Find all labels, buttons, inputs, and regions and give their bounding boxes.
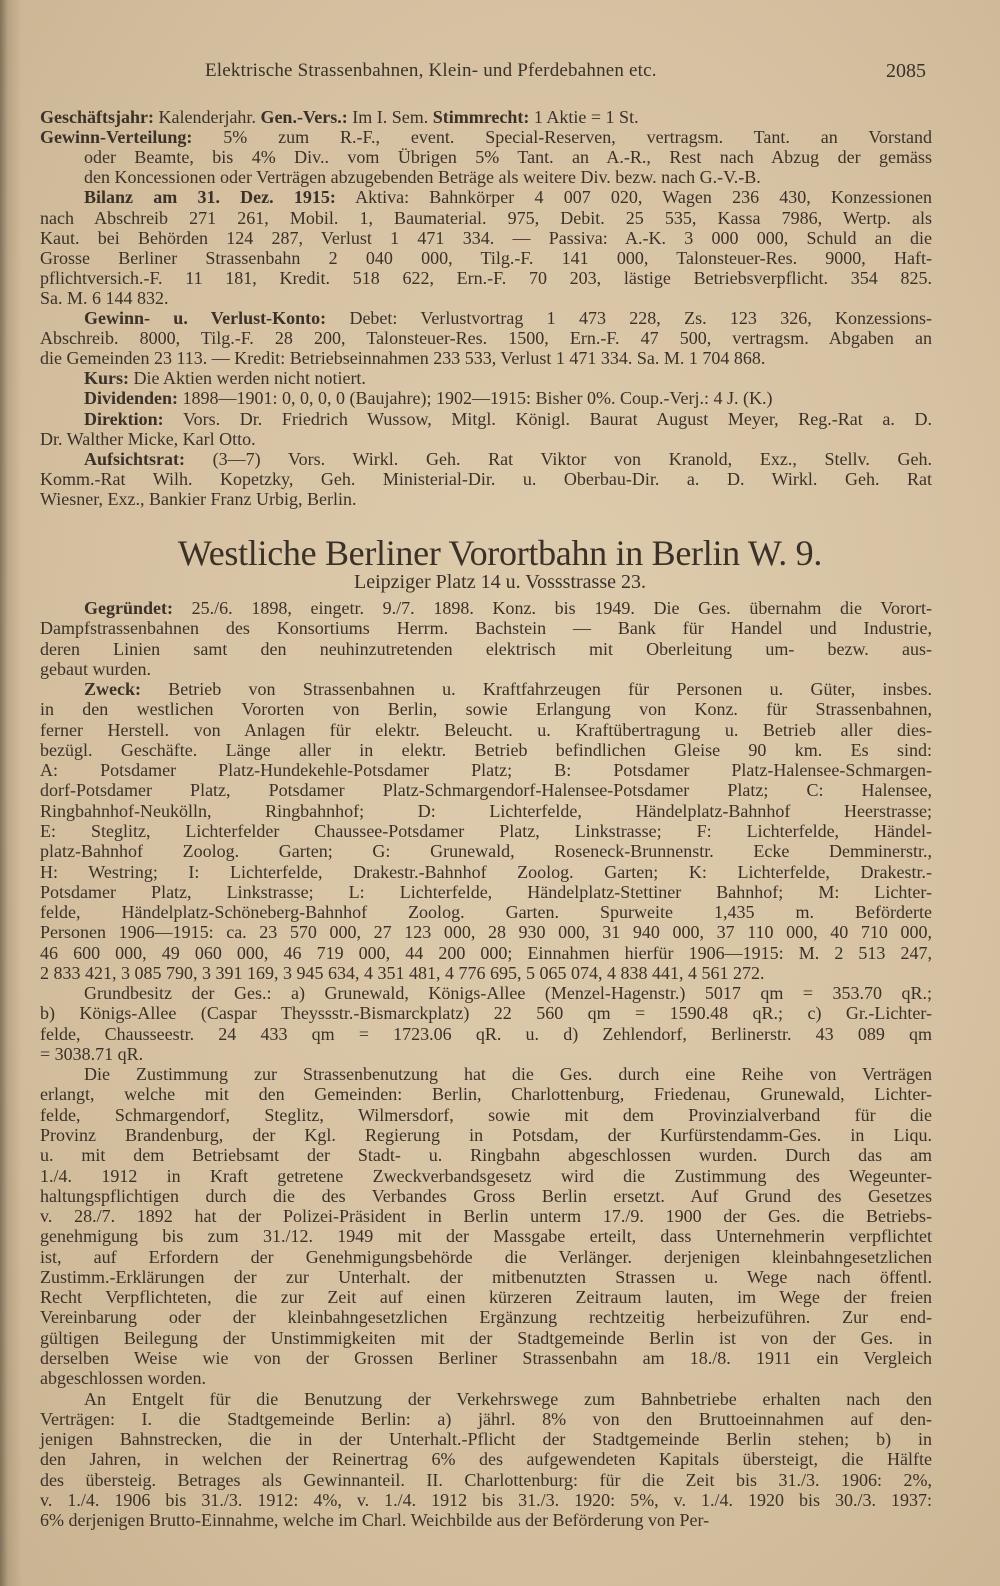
text-line: pflichtversich.-F. 11 181, Kredit. 518 622, Ern.-F. 70 203, lästige Betriebsverpflicht. 354 825.: [40, 267, 932, 288]
text-line: Kaut. bei Behörden 124 287, Verlust 1 471 334. — Passiva: A.-K. 3 000 000, Schuld an die: [40, 227, 932, 248]
text-line: platz-Bahnhof Zoolog. Garten; G: Grunewald, Roseneck-Brunnenstr. Ecke Demminerstr.,: [40, 841, 932, 862]
entry-label: Stimmrecht:: [432, 107, 530, 127]
entry-label: Bilanz am 31. Dez. 1915:: [84, 187, 336, 208]
text-line: Zustimm.-Erklärungen der zur Unterhalt. der mitbenutzten Strassen u. Wege nach öffentl.: [40, 1266, 932, 1287]
text-line: Potsdamer Platz, Linkstrasse; L: Lichterfelde, Händelplatz-Stettiner Bahnhof; M: Lichter-: [40, 881, 932, 902]
text-line: genehmigung bis zum 31./12. 1949 mit der Massgabe erteilt, dass Unternehmerin verpflichtet: [40, 1226, 932, 1247]
text-line: Abschreib. 8000, Tilg.-F. 28 200, Talonsteuer-Res. 1500, Ern.-F. 47 500, vertragsm. Abgaben an: [40, 328, 932, 349]
text-line: erlangt, welche mit den Gemeinden: Berlin, Charlottenburg, Friedenau, Grunewald, Lichter-: [40, 1084, 932, 1105]
text-line: Die Zustimmung zur Strassenbenutzung hat die Ges. durch eine Reihe von Verträgen: [84, 1064, 932, 1085]
text-line: felde, Schmargendorf, Steglitz, Wilmersdorf, sowie mit dem Provinzialverband für die: [40, 1104, 932, 1125]
text-line: = 3038.71 qR.: [40, 1043, 144, 1064]
text-line: jenigen Bahnstrecken, die in der Unterhalt.-Pflicht der Stadtgemeinde Berlin stehen; b) in: [40, 1429, 932, 1450]
text-line: abgeschlossen worden.: [40, 1368, 206, 1389]
text-line: Personen 1906—1915: ca. 23 570 000, 27 123 000, 28 930 000, 31 940 000, 37 110 000, 40 710 000,: [40, 922, 932, 943]
text-line: Dampfstrassenbahnen des Konsortiums Herrm. Bachstein — Bank für Handel und Industrie,: [40, 618, 932, 639]
text-line: des übersteig. Betrages als Gewinnanteil. II. Charlottenburg: für die Zeit bis 31./3. 1906: 2%,: [40, 1469, 932, 1490]
text-line: Wiesner, Exz., Bankier Franz Urbig, Berlin.: [40, 488, 357, 509]
text-line: b) Königs-Allee (Caspar Theyssstr.-Bismarckplatz) 22 560 qm = 1590.48 qR.; c) Gr.-Lichter-: [40, 1003, 932, 1024]
text-line: Gegründet: 25./6. 1898, eingetr. 9./7. 1898. Konz. bis 1949. Die Ges. übernahm die Vorort-: [84, 598, 932, 618]
text-line: Kurs: Die Aktien werden nicht notiert.: [84, 368, 366, 389]
text-line: Grundbesitz der Ges.: a) Grunewald, Königs-Allee (Menzel-Hagenstr.) 5017 qm = 353.70 qR.;: [84, 983, 932, 1004]
entry-label: Zweck:: [84, 679, 141, 700]
company-address: Leipziger Platz 14 u. Vossstrasse 23.: [353, 571, 646, 593]
page-number: 2085: [886, 60, 926, 82]
entry-label: Geschäftsjahr:: [40, 107, 154, 127]
text-line: u. mit dem Betriebsamt der Stadt- u. Ringbahn abgeschlossen wurden. Durch das am: [40, 1145, 932, 1166]
text-line: oder Beamte, bis 4% Div.. vom Übrigen 5% Tant. an A.-R., Rest nach Abzug der gemäss: [84, 147, 932, 168]
text-line: dorf-Potsdamer Platz, Potsdamer Platz-Schmargendorf-Halensee-Potsdamer Platz; C: Halensee,: [40, 780, 932, 801]
text-line: v. 1./4. 1906 bis 31./3. 1912: 4%, v. 1./4. 1912 bis 31./3. 1920: 5%, v. 1./4. 1920 bis 30./3. 1937:: [40, 1489, 932, 1510]
entry-label: Gewinn-Verteilung:: [40, 127, 193, 148]
text-line: gebaut wurden.: [40, 658, 151, 679]
company-title: Westliche Berliner Vorortbahn in Berlin W. 9.: [177, 533, 823, 573]
text-line: Sa. M. 6 144 832.: [40, 287, 169, 308]
text-line: Ringbahnhof-Neukölln, Ringbahnhof; D: Lichterfelde, Händelplatz-Bahnhof Heerstrasse;: [40, 800, 932, 821]
text-line: E: Steglitz, Lichterfelder Chaussee-Potsdamer Platz, Linkstrasse; F: Lichterfelde, Händel-: [40, 820, 932, 841]
text-line: derselben Weise wie von der Grossen Berliner Strassenbahn am 18./8. 1911 ein Vergleich: [40, 1347, 932, 1368]
running-header: Elektrische Strassenbahnen, Klein- und Pferdebahnen etc.: [205, 60, 657, 81]
text-line: Grosse Berliner Strassenbahn 2 040 000, Tilg.-F. 141 000, Talonsteuer-Res. 9000, Haft-: [40, 247, 932, 268]
text-line: haltungspflichtigen durch die des Verbandes Gross Berlin ersetzt. Auf Grund des Gesetzes: [40, 1185, 932, 1206]
text-line: 1./4. 1912 in Kraft getretene Zweckverbandsgesetz wird die Zustimmung des Wegeunter-: [40, 1165, 932, 1186]
text-line: die Gemeinden 23 113. — Kredit: Betriebseinnahmen 233 533, Verlust 1 471 334. Sa. M. 1 704 868.: [40, 348, 766, 369]
text-line: den Jahren, in welchen der Reinertrag 6% des aufgewendeten Kapitals übersteigt, die Hälfte: [40, 1449, 932, 1470]
text-line: nach Abschreib 271 261, Mobil. 1, Baumaterial. 975, Debit. 25 535, Kassa 7986, Wertp. als: [40, 207, 932, 228]
text-line: A: Potsdamer Platz-Hundekehle-Potsdamer Platz; B: Potsdamer Platz-Halensee-Schmargen-: [40, 760, 932, 781]
text-line: Bilanz am 31. Dez. 1915: Aktiva: Bahnkörper 4 007 020, Wagen 236 430, Konzessionen: [84, 187, 932, 208]
text-line: Vereinbarung oder der kleinbahngesetzlichen Ergänzung rechtzeitig herbeizuführen. Zur end-: [40, 1307, 932, 1328]
text-line: 6% derjenigen Brutto-Einnahme, welche im Charl. Weichbilde aus der Beförderung von Per-: [40, 1510, 710, 1531]
text-line: Aufsichtsrat: (3—7) Vors. Wirkl. Geh. Rat Viktor von Kranold, Exz., Stellv. Geh.: [84, 448, 932, 469]
text-line: Zweck: Betrieb von Strassenbahnen u. Kraftfahrzeugen für Personen u. Güter, insbes.: [84, 679, 932, 700]
text-line: den Koncessionen oder Verträgen abzugebenden Beträge als weitere Div. bezw. nach G.-V.-B.: [84, 167, 761, 188]
entry-label: Kurs:: [84, 368, 129, 389]
text-line: Geschäftsjahr: Kalenderjahr. Gen.-Vers.: Im I. Sem. Stimmrecht: 1 Aktie = 1 St.: [40, 107, 639, 127]
entry-label: Aufsichtsrat:: [84, 448, 185, 469]
entry-label: Gewinn- u. Verlust-Konto:: [84, 308, 327, 328]
text-line: 46 600 000, 49 060 000, 46 719 000, 44 200 000; Einnahmen hierfür 1906—1915: M. 2 513 247,: [40, 942, 932, 963]
text-line: ist, auf Erfordern der Genehmigungsbehörde die Verlänger. derjenigen kleinbahngesetzlichen: [40, 1246, 932, 1267]
text-line: Gewinn-Verteilung: 5% zum R.-F., event. Special-Reserven, vertragsm. Tant. an Vorstand: [40, 127, 932, 148]
text-line: felde, Händelplatz-Schöneberg-Bahnhof Zoolog. Garten. Spurweite 1,435 m. Beförderte: [40, 902, 932, 923]
text-line: Dividenden: 1898—1901: 0, 0, 0, 0 (Baujahre); 1902—1915: Bisher 0%. Coup.-Verj.: 4 J. (K.): [84, 388, 773, 409]
text-line: Gewinn- u. Verlust-Konto: Debet: Verlustvortrag 1 473 228, Zs. 123 326, Konzessions-: [84, 308, 932, 328]
text-line: deren Linien samt den neuhinzutretenden elektrisch mit Oberleitung um- bezw. aus-: [40, 638, 932, 659]
text-line: An Entgelt für die Benutzung der Verkehrswege zum Bahnbetriebe erhalten nach den: [84, 1388, 932, 1409]
text-line: H: Westring; I: Lichterfelde, Drakestr.-Bahnhof Zoolog. Garten; K: Lichterfelde, Drakestr.-: [40, 861, 932, 882]
text-line: Dr. Walther Micke, Karl Otto.: [40, 428, 256, 449]
text-line: Direktion: Vors. Dr. Friedrich Wussow, Mitgl. Königl. Baurat August Meyer, Reg.-Rat a. D.: [84, 408, 932, 429]
text-line: Provinz Brandenburg, der Kgl. Regierung in Potsdam, der Kurfürstendamm-Ges. in Liqu.: [40, 1125, 932, 1146]
text-line: felde, Chausseestr. 24 433 qm = 1723.06 qR. u. d) Zehlendorf, Berlinerstr. 43 089 qm: [40, 1023, 932, 1044]
text-line: Recht Verpflichteten, die zur Zeit auf einen kürzeren Zeitraum lauten, im Wege der freien: [40, 1287, 932, 1308]
entry-label: Direktion:: [84, 408, 164, 429]
entry-label: Gegründet:: [84, 598, 173, 618]
text-line: Komm.-Rat Wilh. Kopetzky, Geh. Ministerial-Dir. u. Oberbau-Dir. a. D. Wirkl. Geh. Rat: [40, 468, 932, 489]
entry-label: Dividenden:: [84, 388, 179, 409]
text-line: gültigen Beilegung der Unstimmigkeiten mit der Stadtgemeinde Berlin ist von der Ges. in: [40, 1327, 932, 1348]
text-line: bezügl. Geschäfte. Länge aller in elektr. Betrieb befindlichen Gleise 90 km. Es sind:: [40, 739, 932, 760]
text-line: Verträgen: I. die Stadtgemeinde Berlin: a) jährl. 8% von den Bruttoeinnahmen auf den-: [40, 1408, 932, 1429]
text-line: v. 28./7. 1892 hat der Polizei-Präsident in Berlin unterm 17./9. 1900 der Ges. die Betriebs-: [40, 1206, 932, 1227]
text-line: 2 833 421, 3 085 790, 3 391 169, 3 945 634, 4 351 481, 4 776 695, 5 065 074, 4 838 441, 4 561 272.: [40, 962, 765, 983]
text-line: ferner Herstell. von Anlagen für elektr. Beleucht. u. Kraftübertragung u. Betrieb aller dies-: [40, 719, 932, 740]
entry-label: Gen.-Vers.:: [260, 107, 348, 127]
text-line: in den westlichen Vororten von Berlin, sowie Erlangung von Konz. für Strassenbahnen,: [40, 699, 932, 720]
